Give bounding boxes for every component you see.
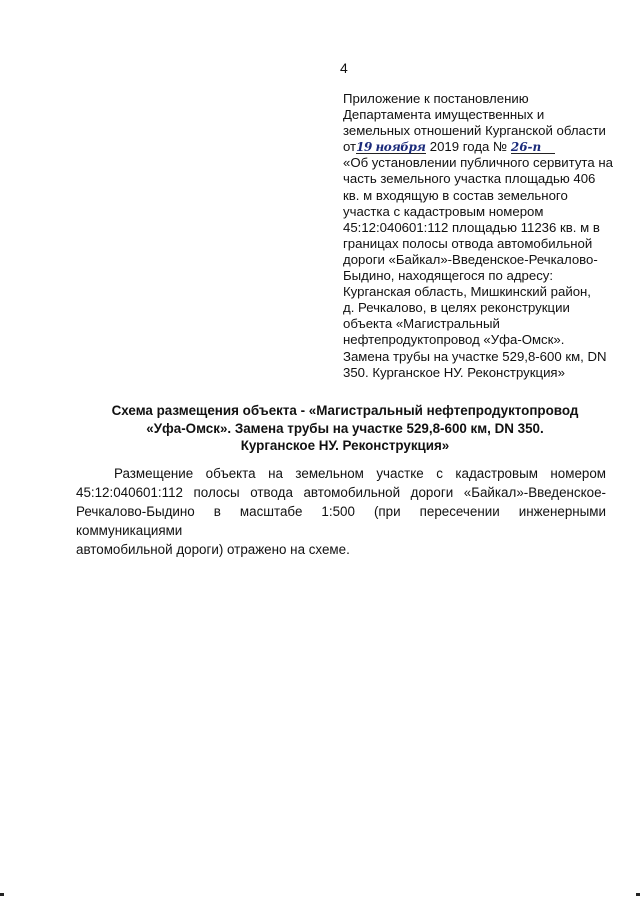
appendix-line: д. Речкалово, в целях реконструкции — [343, 300, 570, 316]
title-line: «Уфа-Омск». Замена трубы на участке 529,8-600 км, DN 350. — [146, 420, 544, 436]
appendix-line: объекта «Магистральный — [343, 316, 500, 332]
appendix-line: «Об установлении публичного сервитута на — [343, 155, 613, 171]
appendix-line: Быдино, находящегося по адресу: — [343, 268, 554, 284]
scan-mark — [0, 893, 4, 896]
paragraph-line: Речкалово-Быдино в масштабе 1:500 (при пересечении инженерными коммуникациями — [76, 504, 606, 538]
scan-mark — [636, 893, 640, 896]
document-title — [80, 402, 610, 455]
paragraph-line: Размещение объекта на земельном участке с кадастровым номером — [114, 466, 606, 481]
page-number: 4 — [340, 60, 348, 76]
appendix-date-line — [343, 139, 623, 155]
title-line: Схема размещения объекта - «Магистральный нефтепродуктопровод — [111, 403, 579, 418]
appendix-line: 45:12:040601:112 площадью 11236 кв. м в — [343, 219, 600, 235]
appendix-line: земельных отношений Курганской области — [343, 123, 606, 139]
appendix-header — [343, 91, 623, 381]
appendix-line: участка с кадастровым номером — [343, 203, 544, 219]
paragraph-line: автомобильной дороги) отражено на схеме. — [76, 542, 350, 557]
handwritten-number: 26-п — [511, 141, 555, 154]
appendix-line: Замена трубы на участке 529,8-600 км, DN — [343, 348, 607, 364]
body-paragraph — [76, 464, 606, 559]
appendix-line: Приложение к постановлению — [343, 91, 529, 106]
appendix-line: кв. м входящую в состав земельного — [343, 187, 568, 203]
appendix-line: границах полосы отвода автомобильной — [343, 235, 593, 251]
appendix-line: Курганская область, Мишкинский район, — [343, 284, 591, 300]
appendix-line: Департамента имущественных и — [343, 107, 545, 123]
appendix-line: дороги «Байкал»-Введенское-Речкалово- — [343, 251, 598, 267]
date-suffix: 2019 года № — [429, 139, 508, 155]
handwritten-date: 19 ноября — [356, 140, 426, 155]
appendix-line: 350. Курганское НУ. Реконструкция» — [343, 364, 565, 380]
appendix-line: нефтепродуктопровод «Уфа-Омск». — [343, 332, 565, 348]
paragraph-line: 45:12:040601:112 полосы отвода автомобильной дороги «Байкал»-Введенское- — [76, 485, 606, 500]
appendix-line: часть земельного участка площадью 406 — [343, 171, 596, 187]
date-prefix: от — [343, 139, 357, 155]
title-line: Курганское НУ. Реконструкция» — [240, 438, 450, 453]
